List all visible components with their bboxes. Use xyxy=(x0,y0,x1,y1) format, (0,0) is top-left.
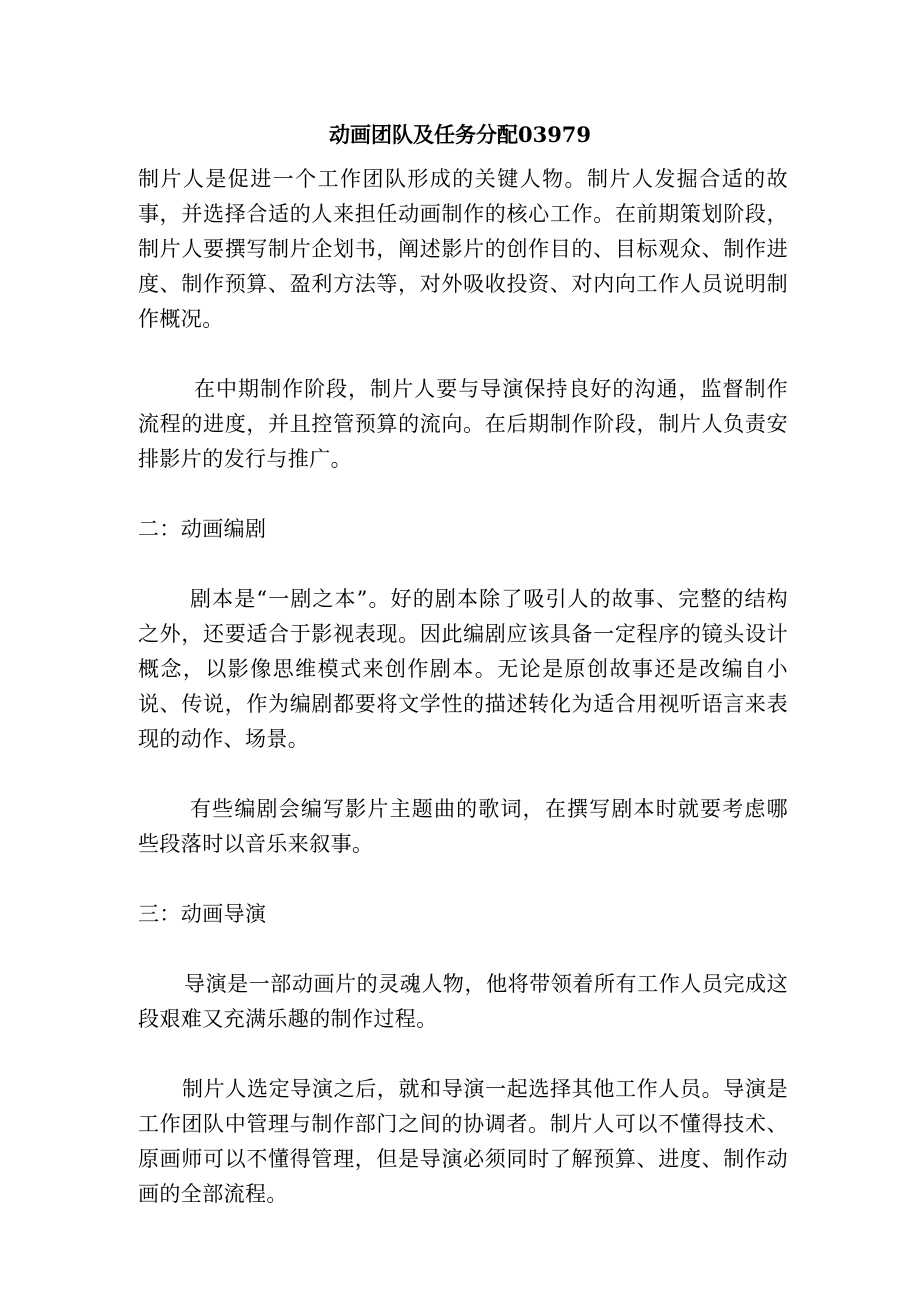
paragraph-spacer xyxy=(138,1037,788,1072)
paragraph-script-importance: 剧本是“一剧之本”。好的剧本除了吸引人的故事、完整的结构之外，还要适合于影视表现。因此编剧应该具备一定程序的镜头设计概念，以影像思维模式来创作剧本。无论是原创故事还是改编自小说、传说，作为编剧都要将文学性的描述转化为适合用视听语言来表现的动作、场景。 xyxy=(138,587,788,751)
paragraph-director-coordinator: 制片人选定导演之后，就和导演一起选择其他工作人员。导演是工作团队中管理与制作部门之间的协调者。制片人可以不懂得技术、原画师可以不懂得管理，但是导演必须同时了解预算、进度、制作动画的全部流程。 xyxy=(138,1077,788,1206)
document-body xyxy=(138,162,788,1212)
paragraph-producer-production: 在中期制作阶段，制片人要与导演保持良好的沟通，监督制作流程的进度，并且控管预算的流向。在后期制作阶段，制片人负责安排影片的发行与推广。 xyxy=(138,377,788,471)
paragraph-producer-role: 制片人是促进一个工作团队形成的关键人物。制片人发掘合适的故事，并选择合适的人来担任动画制作的核心工作。在前期策划阶段，制片人要撰写制片企划书，阐述影片的创作目的、目标观众、制作进度、制作预算、盈利方法等，对外吸收投资、对内向工作人员说明制作概况。 xyxy=(138,167,788,331)
paragraph-spacer xyxy=(138,477,788,512)
document-title: 动画团队及任务分配03979 xyxy=(328,122,592,147)
paragraph-spacer xyxy=(138,757,788,792)
section-heading-screenwriter: 二：动画编剧 xyxy=(138,517,267,541)
paragraph-spacer xyxy=(138,932,788,967)
paragraph-spacer xyxy=(138,862,788,897)
paragraph-theme-song-lyrics: 有些编剧会编写影片主题曲的歌词，在撰写剧本时就要考虑哪些段落时以音乐来叙事。 xyxy=(138,797,788,856)
paragraph-director-soul: 导演是一部动画片的灵魂人物，他将带领着所有工作人员完成这段艰难又充满乐趣的制作过程。 xyxy=(138,972,788,1031)
paragraph-spacer xyxy=(138,547,788,582)
paragraph-spacer xyxy=(138,337,788,372)
section-heading-director: 三：动画导演 xyxy=(138,902,267,926)
